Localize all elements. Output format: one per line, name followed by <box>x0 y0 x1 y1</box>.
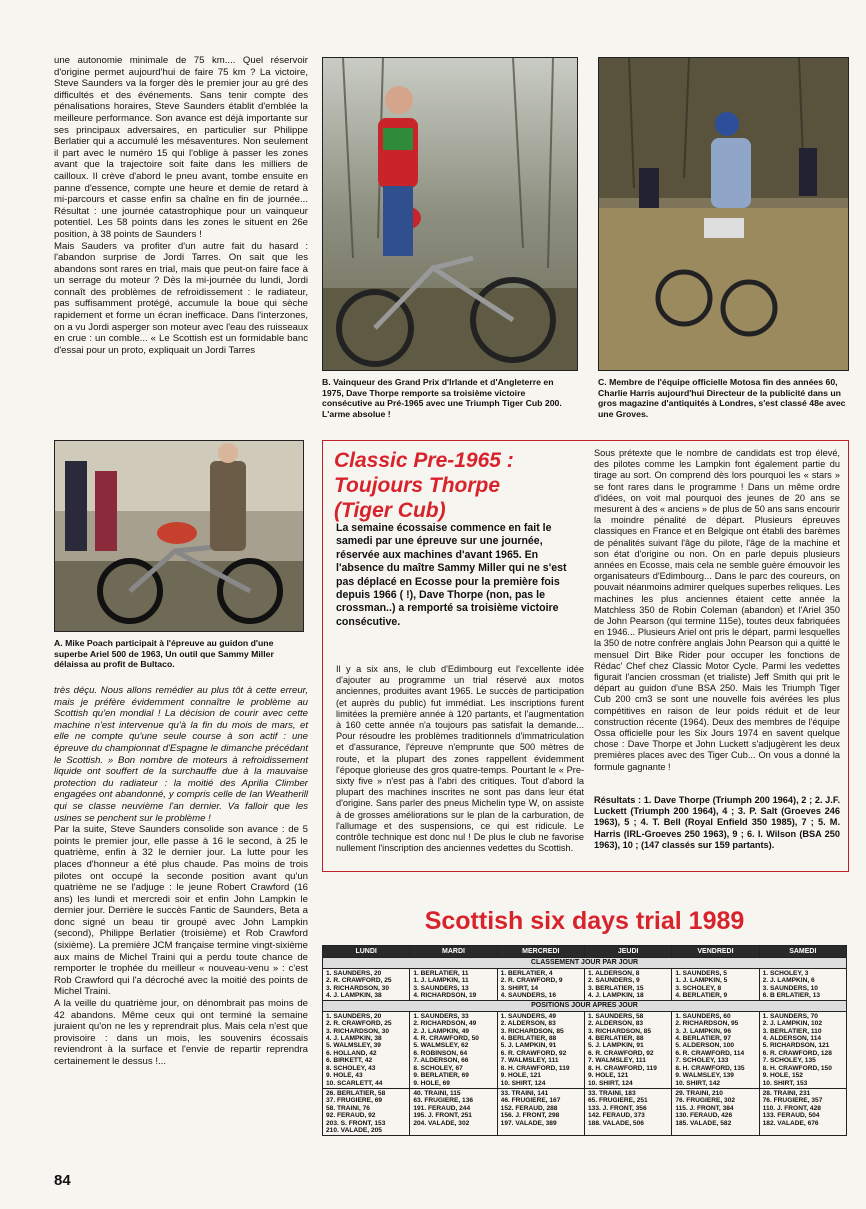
day-header: VENDREDI <box>672 946 759 958</box>
cell-entry: 3. RICHARDSON, 85 <box>500 1027 564 1035</box>
photo-a-image <box>55 441 303 631</box>
cell-entry: 10. SHIRT, 142 <box>675 1079 721 1087</box>
table-cell <box>497 1088 584 1135</box>
cell-entry: 37. FRUGIERE, 69 <box>326 1097 383 1105</box>
cell-entry: 4. BERLATIER, 88 <box>500 1035 557 1043</box>
cell-entry: 1. SAUNDERS, 20 <box>326 969 382 977</box>
cell-entry: 33. TRAINI, 141 <box>500 1089 549 1097</box>
day-header: MERCREDI <box>497 946 584 958</box>
cell-entry: 4. ALDERSON, 114 <box>762 1035 822 1043</box>
table-cell <box>584 1011 671 1088</box>
cell-entry: 5. WALMSLEY, 62 <box>413 1042 469 1050</box>
cell-entry: 142. FERAUD, 373 <box>587 1112 645 1120</box>
table-cell <box>672 1088 759 1135</box>
cell-entry: 46. FRUGIERE, 167 <box>500 1097 561 1105</box>
day-header: LUNDI <box>323 946 410 958</box>
cell-entry: 29. TRAINI, 210 <box>675 1089 723 1097</box>
cell-entry: 1. BERLATIER, 4 <box>500 969 553 977</box>
cell-entry: 210. VALADE, 205 <box>326 1126 382 1134</box>
cell-entry: 6. R. CRAWFORD, 92 <box>587 1049 654 1057</box>
cell-entry: 5. WALMSLEY, 39 <box>326 1042 381 1050</box>
cell-entry: 10. SHIRT, 124 <box>587 1079 633 1087</box>
cell-entry: 1. BERLATIER, 11 <box>413 969 469 977</box>
cell-entry: 2. R. CRAWFORD, 25 <box>326 1020 392 1028</box>
cell-entry: 6. ROBINSON, 64 <box>413 1049 468 1057</box>
cell-entry: 8. H. CRAWFORD, 150 <box>762 1064 832 1072</box>
cell-entry: 33. TRAINI, 183 <box>587 1089 636 1097</box>
cell-entry: 40. TRAINI, 115 <box>413 1089 461 1097</box>
cell-entry: 133. J. FRONT, 356 <box>587 1104 647 1112</box>
cell-entry: 2. J. LAMPKIN, 49 <box>413 1027 470 1035</box>
table-row <box>323 1088 847 1135</box>
cell-entry: 3. BERLATIER, 15 <box>587 984 644 992</box>
caption-a: A. Mike Poach participait à l'épreuve au guidon d'une superbe Ariel 500 de 1963, Un outil que Sammy Miller délaissa au profit de Bultaco. <box>54 638 274 670</box>
cell-entry: 2. RICHARDSON, 49 <box>413 1020 477 1028</box>
cell-entry: 1. SAUNDERS, 60 <box>675 1012 731 1020</box>
cell-entry: 188. VALADE, 506 <box>587 1119 644 1127</box>
cell-entry: 6. R. CRAWFORD, 92 <box>500 1049 567 1057</box>
cell-entry: 76. FRUGIERE, 357 <box>762 1097 823 1105</box>
paragraph: A la veille du quatrième jour, on dénombrait pas moins de 42 abandons. Même ceux qui ont terminé la semaine juraient qu'on ne les y reprendrait plus. Mais cela n'est que provisoire : dans un mois, les souvenirs écossais reviendront à la surface et l'envie de repartir reprendra certainement le dessus !... <box>54 998 308 1067</box>
table-cell <box>323 968 410 1001</box>
cell-entry: 4. J. LAMPKIN, 18 <box>587 992 644 1000</box>
cell-entry: 8. H. CRAWFORD, 135 <box>675 1064 745 1072</box>
photo-a-mike-poach <box>54 440 304 632</box>
cell-entry: 9. HOLE, 152 <box>762 1072 803 1080</box>
table-cell <box>672 968 759 1001</box>
left-column-top <box>54 55 308 356</box>
cell-entry: 152. FERAUD, 288 <box>500 1104 558 1112</box>
cell-entry: 1. SAUNDERS, 20 <box>326 1012 382 1020</box>
cell-entry: 7. SCHOLEY, 135 <box>762 1057 816 1065</box>
classic-title-line: Classic Pre-1965 : <box>334 449 514 472</box>
cell-entry: 4. J. LAMPKIN, 38 <box>326 1035 382 1043</box>
cell-entry: 110. J. FRONT, 428 <box>762 1104 821 1112</box>
table-cell <box>323 1088 410 1135</box>
caption-c: C. Membre de l'équipe officielle Motosa fin des années 60, Charlie Harris aujourd'hui Directeur de la publicité dans un gros magazine d'antiquités à Londres, s'est classé 48e avec une Groves. <box>598 377 846 419</box>
cell-entry: 115. J. FRONT, 384 <box>675 1104 734 1112</box>
cell-entry: 130. FERAUD, 426 <box>675 1112 733 1120</box>
cell-entry: 3. RICHARDSON, 30 <box>326 984 390 992</box>
subheader-row <box>323 1001 847 1011</box>
cell-entry: 4. R. CRAWFORD, 50 <box>413 1035 479 1043</box>
cell-entry: 3. RICHARDSON, 85 <box>587 1027 652 1035</box>
photo-b-dave-thorpe <box>322 57 578 371</box>
cell-entry: 8. H. CRAWFORD, 119 <box>500 1064 570 1072</box>
cell-entry: 2. R. CRAWFORD, 25 <box>326 977 392 985</box>
day-header: MARDI <box>410 946 497 958</box>
cell-entry: 3. SAUNDERS, 10 <box>762 984 818 992</box>
cell-entry: 9. HOLE, 121 <box>587 1072 629 1080</box>
left-column-bottom <box>54 685 308 1068</box>
classic-title <box>334 448 584 523</box>
cell-entry: 6. BIRKETT, 42 <box>326 1057 373 1065</box>
paragraph: très déçu. Nous allons remédier au plus tôt à cette erreur, mais je préfère évidemment connaître le problème au Scottish qu'en mondial ! La décision de courir avec cette machine n'est intervenue qu'à la fin du mois de mars, et elle ne compte qu'une seule course à son actif : une épreuve du championnat d'Espagne le dimanche précédant le Scottish. » Bon nombre de moteurs à refroidissement liquide ont souffert de la surchauffe due à la mauvaise protection du radiateur : la moitié des Aprilia Climber engagées ont abandonné, y compris celle de Ian Weatherill qui se classe neuvième l'an dernier. Va falloir que les usines se penchent sur le problème ! <box>54 685 308 824</box>
cell-entry: 6. R. CRAWFORD, 128 <box>762 1049 832 1057</box>
cell-entry: 5. J. LAMPKIN, 91 <box>587 1042 644 1050</box>
cell-entry: 58. TRAINI, 76 <box>326 1104 370 1112</box>
table-cell <box>410 1011 497 1088</box>
cell-entry: 1. SCHOLEY, 3 <box>762 969 809 977</box>
subheader: POSITIONS JOUR APRES JOUR <box>323 1001 847 1011</box>
cell-entry: 182. VALADE, 676 <box>762 1119 819 1127</box>
cell-entry: 203. S. FRONT, 153 <box>326 1119 386 1127</box>
cell-entry: 26. BERLATIER, 58 <box>326 1089 386 1097</box>
table-title: Scottish six days trial 1989 <box>424 907 745 935</box>
cell-entry: 1. J. LAMPKIN, 11 <box>413 977 469 985</box>
cell-entry: 9. HOLE, 43 <box>326 1072 363 1080</box>
classic-body: Il y a six ans, le club d'Edimbourg eut l'excellente idée d'ajouter au programme un trial réservé aux motos anciennes, produites avant 1965. Le succès de participation (et auprès du public) fut immédiat. Les inscriptions furent limitées la première année à 120 partants, et l'augmentation à 160 cette année n'a toujours pas satisfait la demande... Pour résoudre les problèmes traditionnels d'immatriculation et d'assurance, l'épreuve n'emprunte que 500 mètres de route, et la plupart des zones rappellent évidemment l'époque glorieuse des gros quatre-temps. Pourtant le « Pre-sixty five » n'est pas à l'abri des critiques. Tout d'abord la plupart des machines inscrites ne sont pas dans leur état d'origine. Sans parler des pneus Michelin type W, on assiste à de grosses améliorations sur le plan de la carburation, de l'allumage et des suspensions, ce qui est ridicule. Le contrôle technique est donc nul ! De plus le club ne favorise nullement l'inscription des anciennes vedettes du Scottish. <box>336 664 584 854</box>
table-row <box>323 1011 847 1088</box>
table-cell <box>497 1011 584 1088</box>
cell-entry: 7. ALDERSON, 66 <box>413 1057 469 1065</box>
cell-entry: 2. SAUNDERS, 9 <box>587 977 640 985</box>
cell-entry: 6. B ERLATIER, 13 <box>762 992 821 1000</box>
subheader: CLASSEMENT JOUR PAR JOUR <box>323 958 847 968</box>
cell-entry: 9. HOLE, 69 <box>413 1079 450 1087</box>
table-header-row <box>323 946 847 958</box>
cell-entry: 2. RICHARDSON, 95 <box>675 1020 739 1028</box>
cell-entry: 9. WALMSLEY, 139 <box>675 1072 734 1080</box>
table-cell <box>759 968 846 1001</box>
cell-entry: 1. SAUNDERS, 49 <box>500 1012 556 1020</box>
cell-entry: 204. VALADE, 302 <box>413 1119 470 1127</box>
cell-entry: 185. VALADE, 582 <box>675 1119 732 1127</box>
cell-entry: 2. J. LAMPKIN, 102 <box>762 1020 823 1028</box>
cell-entry: 63. FRUGIERE, 136 <box>413 1097 474 1105</box>
classic-title-line: (Tiger Cub) <box>334 499 446 522</box>
cell-entry: 6. R. CRAWFORD, 114 <box>675 1049 745 1057</box>
cell-entry: 3. SHIRT, 14 <box>500 984 539 992</box>
paragraph: Mais Sauders va profiter d'un autre fait du hasard : l'abandon surprise de Jordi Tarres. On sait que les abandons sont rares en trial, mais que peut-on faire face à un serrage du moteur ? Dès la mi-journée du lundi, Jordi connaît des problèmes de refroidissement : le radiateur, pas suffisamment protégé, accumule la boue qui sèche rapidement et forme un écran inefficace. Dans l'interzones, on a vu Jordi asperger son moteur avec l'eau des ruisseaux en crue : un comble... « Le Scottish est un formidable banc d'essai pour un proto, expliquait un Jordi Tarres <box>54 240 308 356</box>
table-cell <box>759 1011 846 1088</box>
cell-entry: 197. VALADE, 389 <box>500 1119 557 1127</box>
cell-entry: 2. R. CRAWFORD, 9 <box>500 977 563 985</box>
cell-entry: 4. SAUNDERS, 16 <box>500 992 556 1000</box>
results-table <box>322 945 847 1136</box>
cell-entry: 6. HOLLAND, 42 <box>326 1049 377 1057</box>
table-cell <box>584 968 671 1001</box>
cell-entry: 2. ALDERSON, 83 <box>587 1020 644 1028</box>
cell-entry: 195. J. FRONT, 251 <box>413 1112 472 1120</box>
cell-entry: 1. SAUNDERS, 33 <box>413 1012 469 1020</box>
cell-entry: 5. J. LAMPKIN, 91 <box>500 1042 557 1050</box>
cell-entry: 92. FERAUD, 92 <box>326 1112 376 1120</box>
cell-entry: 10. SHIRT, 153 <box>762 1079 808 1087</box>
classic-right: Sous prétexte que le nombre de candidats est trop élevé, des pilotes comme les Lampkin font également partie du tirage au sort. On comprend dès lors pourquoi les « stars » se font rares dans le programme ! Dans un même ordre d'idées, on voit mal pourquoi des jeunes de 20 ans se mesurent à des « anciens » de plus de 50 ans sans encourir la moindre pénalité de départ. Plusieurs épreuves classiques en France et en Belgique ont établi des barèmes de pénalités suivant l'âge du pilote, l'âge de la machine et son état d'origine ou non. On en parle depuis plusieurs années en Ecosse, mais cela ne semble guère émouvoir les organisateurs d'Edimbourg... Dans le parc des coureurs, on pouvait néanmoins admirer quelques superbes reliques. Les machines les plus anciennes étaient cette année la Matchless 350 de Robin Coleman (abandon) et l'Ariel 350 de John Pearson (qui termine 115e), toutes deux fabriquées en 1946... Plusieurs Ariel ont pris le départ, parmi lesquelles la 350 de notre confrère anglais John Pearson qui a quitté le mensuel Dirt Bike Rider pour occuper les fonctions de Rédac' Chef chez Classic Motor Cycle. Parmi les vedettes figurait l'ancien crossman (et trialiste) Jeff Smith qui prit le départ au guidon d'une BSA 250. Mais les Triumph Tiger Cub 200 cm3 se sont une nouvelle fois avérées les plus compétitives en raison de leur poids réduit et de leur construction récente (1964). Deux des membres de l'équipe Ossa officielle pour les Six Jours 1974 en savent quelque chose : Dave Thorpe et John Luckett s'adjugèrent les deux premières places avec des Tiger Cub... On vous a donné la formule gagnante ! <box>594 448 840 772</box>
cell-entry: 7. WALMSLEY, 111 <box>587 1057 646 1065</box>
cell-entry: 3. J. LAMPKIN, 96 <box>675 1027 732 1035</box>
cell-entry: 8. H. CRAWFORD, 119 <box>587 1064 657 1072</box>
cell-entry: 4. BERLATIER, 9 <box>675 992 728 1000</box>
cell-entry: 28. TRAINI, 231 <box>762 1089 811 1097</box>
photo-b-image <box>323 58 577 370</box>
table-row <box>323 968 847 1001</box>
paragraph: une autonomie minimale de 75 km.... Quel réservoir d'origine permet aujourd'hui de faire 75 km ? La victoire, Steve Saunders va la forger dès le premier jour au gré des difficultés et des événements. Sans tenir compte des pénalisations horaires, Steve Saunders établit d'emblée la meilleure performance. Son avance est déjà importante sur ses principaux adversaires, en particulier sur Philippe Berlatier qui a accumulé les mésaventures. Non seulement il part avec le numéro 15 qui l'oblige à passer les zones avant que la trajectoire soit faite dans les milliers de cailloux. Il crève d'abord le pneu avant, tombe ensuite en panne d'essence, compte une heure et demie de retard à mi-parcours et casse enfin sa chaîne en fin de journée... Résultat : une journée catastrophique pour un vainqueur potentiel. Les 58 points dans les zones le situent en 26e position, à 38 points de Saunders ! <box>54 55 308 240</box>
results-table-wrap <box>322 945 847 1136</box>
subheader-row <box>323 958 847 968</box>
cell-entry: 1. SAUNDERS, 5 <box>675 969 727 977</box>
page-number: 84 <box>54 1172 71 1189</box>
cell-entry: 5. RICHARDSON, 121 <box>762 1042 830 1050</box>
cell-entry: 1. ALDERSON, 8 <box>587 969 640 977</box>
cell-entry: 4. BERLATIER, 97 <box>675 1035 731 1043</box>
photo-c-image <box>599 58 848 370</box>
table-cell <box>759 1088 846 1135</box>
cell-entry: 7. WALMSLEY, 111 <box>500 1057 559 1065</box>
cell-entry: 4. RICHARDSON, 19 <box>413 992 477 1000</box>
cell-entry: 65. FRUGIERE, 251 <box>587 1097 648 1105</box>
cell-entry: 133. FERAUD, 504 <box>762 1112 820 1120</box>
cell-entry: 10. SCARLETT, 44 <box>326 1079 383 1087</box>
cell-entry: 191. FERAUD, 244 <box>413 1104 471 1112</box>
photo-c-charlie-harris <box>598 57 849 371</box>
classic-results: Résultats : 1. Dave Thorpe (Triumph 200 1964), 2 ; 2. J.F. Luckett (Triumph 200 1964), 4 ; 3. P. Salt (Groeves 246 1963), 5 ; 4. T. Bell (Royal Enfield 350 1985), 7 ; 5. M. Harris (IRL-Groeves 250 1963), 9 ; 6. I. Wilson (BSA 250 1963), 10 ; (147 classés sur 159 partants). <box>594 795 840 850</box>
cell-entry: 3. RICHARDSON, 30 <box>326 1027 390 1035</box>
cell-entry: 3. SAUNDERS, 13 <box>413 984 469 992</box>
classic-lead: La semaine écossaise commence en fait le samedi par une épreuve sur une journée, réservée aux machines d'avant 1965. En l'absence du maître Sammy Miller qui ne s'est pas déplacé en Ecosse pour la première fois depuis 1966 ( !), Dave Thorpe (non, pas le crossman..) a remporté sa troisième victoire consécutive. <box>336 522 567 628</box>
caption-b: B. Vainqueur des Grand Prix d'Irlande et d'Angleterre en 1975, Dave Thorpe remporte sa troisième victoire consécutive au Pré-1965 avec une Triumph Tiger Cub 200. L'arme absolue ! <box>322 377 562 419</box>
table-cell <box>410 1088 497 1135</box>
classic-title-line: Toujours Thorpe <box>334 474 501 497</box>
cell-entry: 4. BERLATIER, 88 <box>587 1035 644 1043</box>
cell-entry: 3. SCHOLEY, 8 <box>675 984 722 992</box>
cell-entry: 1. SAUNDERS, 58 <box>587 1012 644 1020</box>
paragraph: Par la suite, Steve Saunders consolide son avance : de 5 points le premier jour, elle passe à 16 le second, à 25 le quatrième, enfin à 32 le dernier jour. La lutte pour les places d'honneur a été plus chaude. Pas moins de trois pilotes ont occupé la seconde position avant qu'un quatrième ne se l'adjuge : le jeune Robert Crawford (16 ans) les lundi et mercredi soir et enfin John Lampkin le dernier jour. Derrière le succès Fantic de Saunders, Beta a donc signé un beau tir groupé avec John Lampkin (second), Philippe Berlatier (troisième) et Rob Crawford (sixième). La première JCM française termine vingt-sixième aux mains de Michel Traini qui a perdu toute chance de remporter le trophée du meilleur « nouveau-venu » : c'est Rob Crawford qui l'a décroché avec la moitié des points de Michel Traini. <box>54 824 308 998</box>
table-cell <box>497 968 584 1001</box>
cell-entry: 5. ALDERSON, 100 <box>675 1042 735 1050</box>
cell-entry: 8. SCHOLEY, 67 <box>413 1064 463 1072</box>
cell-entry: 1. SAUNDERS, 70 <box>762 1012 818 1020</box>
cell-entry: 10. SHIRT, 124 <box>500 1079 546 1087</box>
cell-entry: 7. SCHOLEY, 133 <box>675 1057 729 1065</box>
cell-entry: 9. HOLE, 121 <box>500 1072 541 1080</box>
cell-entry: 9. BERLATIER, 69 <box>413 1072 469 1080</box>
cell-entry: 2. J. LAMPKIN, 6 <box>762 977 815 985</box>
cell-entry: 8. SCHOLEY, 43 <box>326 1064 376 1072</box>
day-header: SAMEDI <box>759 946 846 958</box>
cell-entry: 4. J. LAMPKIN, 38 <box>326 992 382 1000</box>
cell-entry: 3. BERLATIER, 110 <box>762 1027 822 1035</box>
table-cell <box>584 1088 671 1135</box>
table-cell <box>410 968 497 1001</box>
day-header: JEUDI <box>584 946 671 958</box>
table-cell <box>672 1011 759 1088</box>
cell-entry: 76. FRUGIERE, 302 <box>675 1097 736 1105</box>
cell-entry: 156. J. FRONT, 298 <box>500 1112 560 1120</box>
cell-entry: 2. ALDERSON, 83 <box>500 1020 556 1028</box>
table-cell <box>323 1011 410 1088</box>
cell-entry: 1. J. LAMPKIN, 5 <box>675 977 728 985</box>
